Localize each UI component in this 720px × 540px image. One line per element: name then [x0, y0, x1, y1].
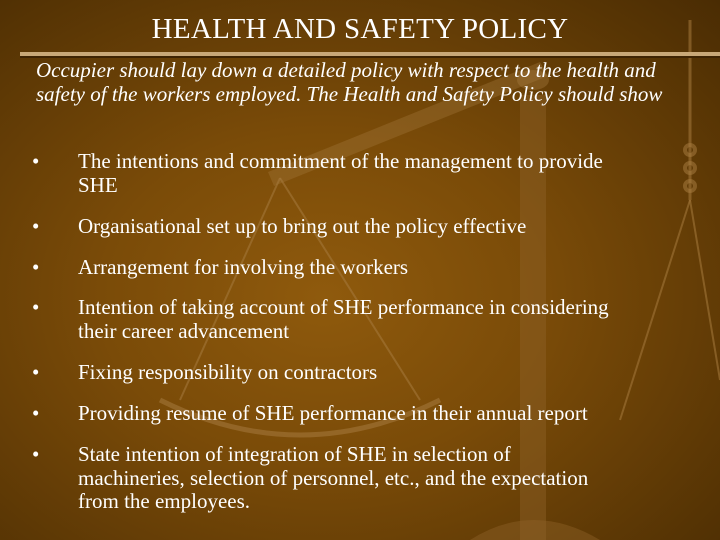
bullet-text: Providing resume of SHE performance in their annual report — [78, 400, 588, 425]
bullet-item — [32, 443, 622, 514]
bullet-list — [32, 150, 622, 514]
intro-paragraph: Occupier should lay down a detailed policy with respect to the health and safety of the workers employed. The Health and Safety Policy should show — [36, 58, 663, 106]
slide-title: HEALTH AND SAFETY POLICY — [151, 13, 569, 45]
bullet-marker: • — [32, 400, 40, 425]
bullet-item — [32, 402, 622, 426]
bullet-text: The intentions and commitment of the management to provide SHE — [78, 149, 603, 197]
bullet-text: Intention of taking account of SHE performance in considering their career advancement — [78, 295, 609, 343]
bullet-text: Arrangement for involving the workers — [78, 254, 409, 279]
bullet-text: Fixing responsibility on contractors — [78, 360, 378, 384]
bullet-marker: • — [32, 149, 40, 173]
bullet-item — [32, 150, 622, 197]
bullet-item — [32, 215, 622, 239]
bullet-item — [32, 296, 622, 343]
bullet-item — [32, 361, 622, 385]
bullet-text: State intention of integration of SHE in selection of machineries, selection of personnel, etc., and the expectation from the employees. — [78, 442, 589, 513]
bullet-marker: • — [32, 214, 40, 238]
bullet-marker: • — [32, 442, 40, 466]
bullet-marker: • — [32, 360, 40, 384]
bullet-marker: • — [32, 295, 40, 319]
bullet-marker: • — [32, 254, 40, 279]
bullet-text: Organisational set up to bring out the policy effective — [78, 214, 527, 238]
bullet-item — [32, 256, 622, 280]
